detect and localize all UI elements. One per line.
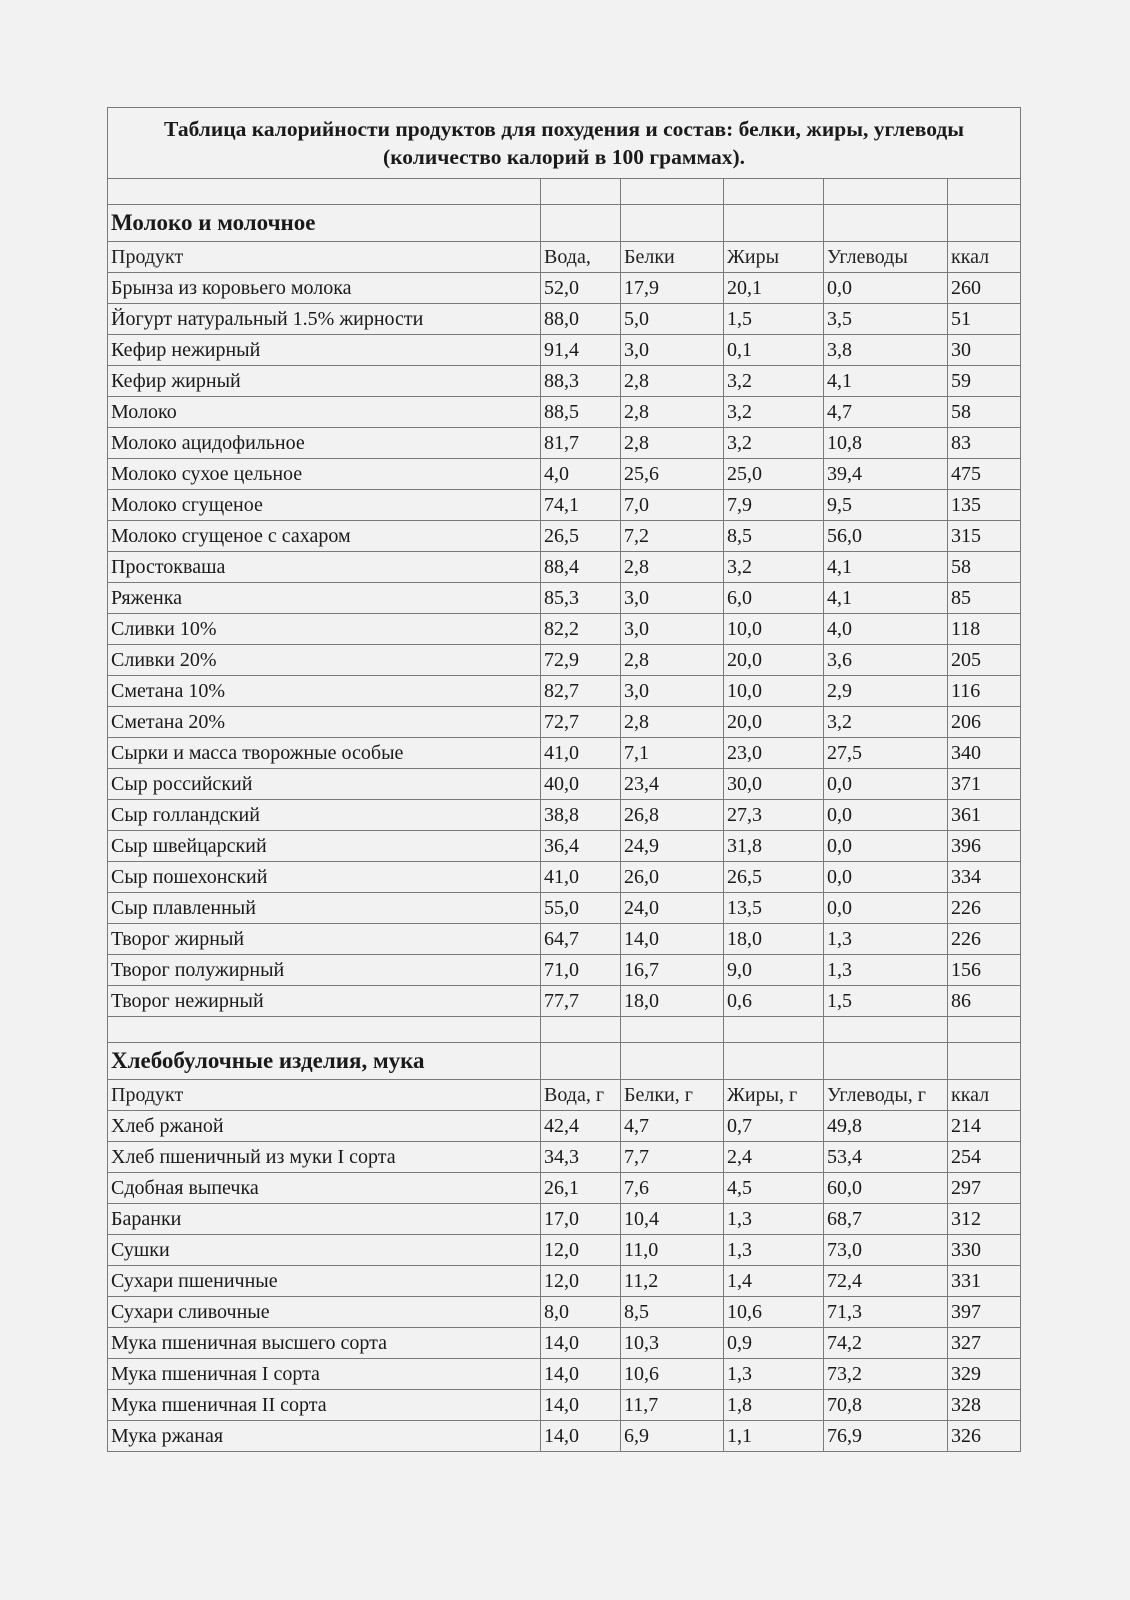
table-title: Таблица калорийности продуктов для похудения и состав: белки, жиры, углеводы (количество калорий в 100 граммах). <box>108 108 1021 179</box>
table-row <box>108 335 1021 366</box>
fat-cell: 7,9 <box>724 490 824 521</box>
fat-cell: 9,0 <box>724 955 824 986</box>
title-row <box>108 108 1021 179</box>
product-cell: Молоко сгущеное с сахаром <box>108 521 541 552</box>
water-cell: 36,4 <box>541 831 621 862</box>
fat-cell: 31,8 <box>724 831 824 862</box>
water-cell: 72,7 <box>541 707 621 738</box>
header-product: Продукт <box>108 1080 541 1111</box>
kcal-cell: 397 <box>948 1297 1021 1328</box>
protein-cell: 24,9 <box>621 831 724 862</box>
carbs-cell: 60,0 <box>824 1173 948 1204</box>
kcal-cell: 475 <box>948 459 1021 490</box>
kcal-cell: 340 <box>948 738 1021 769</box>
empty-cell <box>824 1017 948 1043</box>
protein-cell: 7,0 <box>621 490 724 521</box>
fat-cell: 1,4 <box>724 1266 824 1297</box>
product-cell: Сметана 10% <box>108 676 541 707</box>
protein-cell: 4,7 <box>621 1111 724 1142</box>
protein-cell: 16,7 <box>621 955 724 986</box>
product-cell: Молоко сухое цельное <box>108 459 541 490</box>
kcal-cell: 116 <box>948 676 1021 707</box>
product-cell: Сливки 20% <box>108 645 541 676</box>
protein-cell: 3,0 <box>621 583 724 614</box>
kcal-cell: 334 <box>948 862 1021 893</box>
product-cell: Сухари сливочные <box>108 1297 541 1328</box>
fat-cell: 6,0 <box>724 583 824 614</box>
section-title-row <box>108 1043 1021 1080</box>
fat-cell: 8,5 <box>724 521 824 552</box>
carbs-cell: 3,2 <box>824 707 948 738</box>
kcal-cell: 135 <box>948 490 1021 521</box>
table-row <box>108 1204 1021 1235</box>
table-row <box>108 955 1021 986</box>
kcal-cell: 315 <box>948 521 1021 552</box>
product-cell: Сливки 10% <box>108 614 541 645</box>
fat-cell: 0,1 <box>724 335 824 366</box>
product-cell: Мука ржаная <box>108 1421 541 1452</box>
carbs-cell: 0,0 <box>824 800 948 831</box>
table-row <box>108 800 1021 831</box>
carbs-cell: 27,5 <box>824 738 948 769</box>
table-row <box>108 1235 1021 1266</box>
table-row <box>108 366 1021 397</box>
protein-cell: 26,8 <box>621 800 724 831</box>
empty-cell <box>724 179 824 205</box>
water-cell: 14,0 <box>541 1328 621 1359</box>
section-title: Молоко и молочное <box>108 205 541 242</box>
product-cell: Ряженка <box>108 583 541 614</box>
carbs-cell: 68,7 <box>824 1204 948 1235</box>
empty-cell <box>621 205 724 242</box>
carbs-cell: 72,4 <box>824 1266 948 1297</box>
water-cell: 71,0 <box>541 955 621 986</box>
carbs-cell: 0,0 <box>824 862 948 893</box>
fat-cell: 30,0 <box>724 769 824 800</box>
water-cell: 14,0 <box>541 1359 621 1390</box>
water-cell: 41,0 <box>541 738 621 769</box>
empty-cell <box>108 1017 541 1043</box>
table-row <box>108 552 1021 583</box>
carbs-cell: 3,8 <box>824 335 948 366</box>
kcal-cell: 226 <box>948 893 1021 924</box>
header-protein: Белки <box>621 242 724 273</box>
kcal-cell: 205 <box>948 645 1021 676</box>
carbs-cell: 0,0 <box>824 273 948 304</box>
empty-cell <box>948 179 1021 205</box>
empty-cell <box>948 1017 1021 1043</box>
table-row <box>108 707 1021 738</box>
carbs-cell: 56,0 <box>824 521 948 552</box>
fat-cell: 0,7 <box>724 1111 824 1142</box>
water-cell: 88,4 <box>541 552 621 583</box>
carbs-cell: 0,0 <box>824 831 948 862</box>
carbs-cell: 71,3 <box>824 1297 948 1328</box>
kcal-cell: 226 <box>948 924 1021 955</box>
product-cell: Мука пшеничная I сорта <box>108 1359 541 1390</box>
protein-cell: 11,0 <box>621 1235 724 1266</box>
fat-cell: 1,3 <box>724 1204 824 1235</box>
fat-cell: 13,5 <box>724 893 824 924</box>
water-cell: 14,0 <box>541 1421 621 1452</box>
carbs-cell: 0,0 <box>824 893 948 924</box>
kcal-cell: 156 <box>948 955 1021 986</box>
kcal-cell: 361 <box>948 800 1021 831</box>
header-carbs: Углеводы <box>824 242 948 273</box>
water-cell: 17,0 <box>541 1204 621 1235</box>
table-row <box>108 1297 1021 1328</box>
protein-cell: 14,0 <box>621 924 724 955</box>
product-cell: Молоко ацидофильное <box>108 428 541 459</box>
carbs-cell: 73,2 <box>824 1359 948 1390</box>
empty-cell <box>541 179 621 205</box>
fat-cell: 1,3 <box>724 1235 824 1266</box>
kcal-cell: 85 <box>948 583 1021 614</box>
product-cell: Простокваша <box>108 552 541 583</box>
header-water: Вода, <box>541 242 621 273</box>
fat-cell: 0,9 <box>724 1328 824 1359</box>
carbs-cell: 2,9 <box>824 676 948 707</box>
empty-cell <box>948 1043 1021 1080</box>
carbs-cell: 1,3 <box>824 955 948 986</box>
carbs-cell: 9,5 <box>824 490 948 521</box>
protein-cell: 5,0 <box>621 304 724 335</box>
table-row <box>108 831 1021 862</box>
header-product: Продукт <box>108 242 541 273</box>
water-cell: 74,1 <box>541 490 621 521</box>
product-cell: Творог нежирный <box>108 986 541 1017</box>
table-row <box>108 986 1021 1017</box>
protein-cell: 11,7 <box>621 1390 724 1421</box>
empty-cell <box>724 205 824 242</box>
fat-cell: 1,1 <box>724 1421 824 1452</box>
table-row <box>108 490 1021 521</box>
fat-cell: 3,2 <box>724 366 824 397</box>
kcal-cell: 206 <box>948 707 1021 738</box>
fat-cell: 4,5 <box>724 1173 824 1204</box>
table-row <box>108 614 1021 645</box>
carbs-cell: 1,5 <box>824 986 948 1017</box>
kcal-cell: 254 <box>948 1142 1021 1173</box>
protein-cell: 2,8 <box>621 552 724 583</box>
fat-cell: 1,3 <box>724 1359 824 1390</box>
table-body <box>108 108 1021 1452</box>
empty-cell <box>621 1017 724 1043</box>
carbs-cell: 4,0 <box>824 614 948 645</box>
water-cell: 82,7 <box>541 676 621 707</box>
protein-cell: 2,8 <box>621 397 724 428</box>
header-kcal: ккал <box>948 1080 1021 1111</box>
carbs-cell: 4,1 <box>824 552 948 583</box>
fat-cell: 1,8 <box>724 1390 824 1421</box>
table-row <box>108 397 1021 428</box>
kcal-cell: 396 <box>948 831 1021 862</box>
empty-cell <box>824 1043 948 1080</box>
water-cell: 77,7 <box>541 986 621 1017</box>
table-row <box>108 273 1021 304</box>
table-row <box>108 1142 1021 1173</box>
water-cell: 81,7 <box>541 428 621 459</box>
table-row <box>108 459 1021 490</box>
section-title-row <box>108 205 1021 242</box>
water-cell: 26,5 <box>541 521 621 552</box>
empty-cell <box>541 1043 621 1080</box>
product-cell: Мука пшеничная II сорта <box>108 1390 541 1421</box>
water-cell: 88,0 <box>541 304 621 335</box>
kcal-cell: 58 <box>948 397 1021 428</box>
fat-cell: 3,2 <box>724 428 824 459</box>
protein-cell: 2,8 <box>621 428 724 459</box>
fat-cell: 25,0 <box>724 459 824 490</box>
product-cell: Хлеб ржаной <box>108 1111 541 1142</box>
protein-cell: 7,6 <box>621 1173 724 1204</box>
carbs-cell: 76,9 <box>824 1421 948 1452</box>
table-row <box>108 1173 1021 1204</box>
table-row <box>108 862 1021 893</box>
product-cell: Сырки и масса творожные особые <box>108 738 541 769</box>
product-cell: Молоко сгущеное <box>108 490 541 521</box>
fat-cell: 20,1 <box>724 273 824 304</box>
protein-cell: 2,8 <box>621 645 724 676</box>
protein-cell: 10,3 <box>621 1328 724 1359</box>
fat-cell: 10,6 <box>724 1297 824 1328</box>
protein-cell: 25,6 <box>621 459 724 490</box>
product-cell: Сыр голландский <box>108 800 541 831</box>
header-protein: Белки, г <box>621 1080 724 1111</box>
carbs-cell: 10,8 <box>824 428 948 459</box>
table-row <box>108 521 1021 552</box>
empty-cell <box>824 179 948 205</box>
table-row <box>108 583 1021 614</box>
kcal-cell: 83 <box>948 428 1021 459</box>
kcal-cell: 58 <box>948 552 1021 583</box>
calorie-table <box>107 107 1021 1452</box>
carbs-cell: 3,5 <box>824 304 948 335</box>
table-row <box>108 1421 1021 1452</box>
water-cell: 85,3 <box>541 583 621 614</box>
water-cell: 34,3 <box>541 1142 621 1173</box>
fat-cell: 10,0 <box>724 614 824 645</box>
empty-cell <box>621 179 724 205</box>
product-cell: Хлеб пшеничный из муки I сорта <box>108 1142 541 1173</box>
product-cell: Сдобная выпечка <box>108 1173 541 1204</box>
product-cell: Сыр пошехонский <box>108 862 541 893</box>
kcal-cell: 331 <box>948 1266 1021 1297</box>
carbs-cell: 70,8 <box>824 1390 948 1421</box>
header-fat: Жиры, г <box>724 1080 824 1111</box>
water-cell: 42,4 <box>541 1111 621 1142</box>
kcal-cell: 330 <box>948 1235 1021 1266</box>
table-row <box>108 924 1021 955</box>
product-cell: Баранки <box>108 1204 541 1235</box>
carbs-cell: 39,4 <box>824 459 948 490</box>
empty-cell <box>541 205 621 242</box>
empty-cell <box>724 1017 824 1043</box>
fat-cell: 27,3 <box>724 800 824 831</box>
table-row <box>108 645 1021 676</box>
protein-cell: 10,6 <box>621 1359 724 1390</box>
product-cell: Кефир жирный <box>108 366 541 397</box>
water-cell: 4,0 <box>541 459 621 490</box>
water-cell: 8,0 <box>541 1297 621 1328</box>
water-cell: 72,9 <box>541 645 621 676</box>
kcal-cell: 326 <box>948 1421 1021 1452</box>
product-cell: Йогурт натуральный 1.5% жирности <box>108 304 541 335</box>
product-cell: Творог жирный <box>108 924 541 955</box>
document-sheet <box>107 107 1020 1452</box>
fat-cell: 10,0 <box>724 676 824 707</box>
product-cell: Сушки <box>108 1235 541 1266</box>
header-kcal: ккал <box>948 242 1021 273</box>
kcal-cell: 329 <box>948 1359 1021 1390</box>
fat-cell: 20,0 <box>724 645 824 676</box>
kcal-cell: 59 <box>948 366 1021 397</box>
table-row <box>108 1111 1021 1142</box>
table-row <box>108 676 1021 707</box>
kcal-cell: 214 <box>948 1111 1021 1142</box>
protein-cell: 11,2 <box>621 1266 724 1297</box>
water-cell: 26,1 <box>541 1173 621 1204</box>
protein-cell: 8,5 <box>621 1297 724 1328</box>
kcal-cell: 327 <box>948 1328 1021 1359</box>
fat-cell: 3,2 <box>724 552 824 583</box>
water-cell: 40,0 <box>541 769 621 800</box>
column-header-row <box>108 1080 1021 1111</box>
fat-cell: 1,5 <box>724 304 824 335</box>
empty-cell <box>948 205 1021 242</box>
carbs-cell: 74,2 <box>824 1328 948 1359</box>
product-cell: Молоко <box>108 397 541 428</box>
carbs-cell: 4,1 <box>824 366 948 397</box>
carbs-cell: 3,6 <box>824 645 948 676</box>
empty-cell <box>824 205 948 242</box>
protein-cell: 24,0 <box>621 893 724 924</box>
protein-cell: 7,1 <box>621 738 724 769</box>
kcal-cell: 260 <box>948 273 1021 304</box>
product-cell: Сметана 20% <box>108 707 541 738</box>
water-cell: 82,2 <box>541 614 621 645</box>
protein-cell: 2,8 <box>621 366 724 397</box>
product-cell: Творог полужирный <box>108 955 541 986</box>
protein-cell: 10,4 <box>621 1204 724 1235</box>
table-row <box>108 893 1021 924</box>
water-cell: 14,0 <box>541 1390 621 1421</box>
product-cell: Сыр плавленный <box>108 893 541 924</box>
product-cell: Сухари пшеничные <box>108 1266 541 1297</box>
fat-cell: 18,0 <box>724 924 824 955</box>
carbs-cell: 49,8 <box>824 1111 948 1142</box>
water-cell: 52,0 <box>541 273 621 304</box>
spacer-row <box>108 179 1021 205</box>
kcal-cell: 328 <box>948 1390 1021 1421</box>
carbs-cell: 4,7 <box>824 397 948 428</box>
kcal-cell: 312 <box>948 1204 1021 1235</box>
water-cell: 41,0 <box>541 862 621 893</box>
kcal-cell: 297 <box>948 1173 1021 1204</box>
table-row <box>108 1390 1021 1421</box>
table-row <box>108 428 1021 459</box>
spacer-row <box>108 1017 1021 1043</box>
empty-cell <box>541 1017 621 1043</box>
kcal-cell: 371 <box>948 769 1021 800</box>
table-row <box>108 1328 1021 1359</box>
water-cell: 55,0 <box>541 893 621 924</box>
fat-cell: 0,6 <box>724 986 824 1017</box>
header-carbs: Углеводы, г <box>824 1080 948 1111</box>
protein-cell: 7,2 <box>621 521 724 552</box>
table-row <box>108 769 1021 800</box>
table-row <box>108 738 1021 769</box>
fat-cell: 26,5 <box>724 862 824 893</box>
kcal-cell: 51 <box>948 304 1021 335</box>
table-row <box>108 304 1021 335</box>
header-water: Вода, г <box>541 1080 621 1111</box>
carbs-cell: 4,1 <box>824 583 948 614</box>
water-cell: 64,7 <box>541 924 621 955</box>
water-cell: 12,0 <box>541 1235 621 1266</box>
product-cell: Мука пшеничная высшего сорта <box>108 1328 541 1359</box>
empty-cell <box>108 179 541 205</box>
empty-cell <box>724 1043 824 1080</box>
product-cell: Сыр швейцарский <box>108 831 541 862</box>
table-row <box>108 1266 1021 1297</box>
table-row <box>108 1359 1021 1390</box>
fat-cell: 23,0 <box>724 738 824 769</box>
protein-cell: 6,9 <box>621 1421 724 1452</box>
header-fat: Жиры <box>724 242 824 273</box>
water-cell: 38,8 <box>541 800 621 831</box>
carbs-cell: 73,0 <box>824 1235 948 1266</box>
protein-cell: 18,0 <box>621 986 724 1017</box>
column-header-row <box>108 242 1021 273</box>
water-cell: 12,0 <box>541 1266 621 1297</box>
water-cell: 88,3 <box>541 366 621 397</box>
protein-cell: 3,0 <box>621 335 724 366</box>
protein-cell: 3,0 <box>621 614 724 645</box>
product-cell: Кефир нежирный <box>108 335 541 366</box>
fat-cell: 3,2 <box>724 397 824 428</box>
water-cell: 91,4 <box>541 335 621 366</box>
kcal-cell: 30 <box>948 335 1021 366</box>
kcal-cell: 118 <box>948 614 1021 645</box>
protein-cell: 26,0 <box>621 862 724 893</box>
carbs-cell: 0,0 <box>824 769 948 800</box>
carbs-cell: 53,4 <box>824 1142 948 1173</box>
fat-cell: 20,0 <box>724 707 824 738</box>
empty-cell <box>621 1043 724 1080</box>
product-cell: Сыр российский <box>108 769 541 800</box>
protein-cell: 2,8 <box>621 707 724 738</box>
kcal-cell: 86 <box>948 986 1021 1017</box>
carbs-cell: 1,3 <box>824 924 948 955</box>
protein-cell: 17,9 <box>621 273 724 304</box>
protein-cell: 23,4 <box>621 769 724 800</box>
water-cell: 88,5 <box>541 397 621 428</box>
section-title: Хлебобулочные изделия, мука <box>108 1043 541 1080</box>
fat-cell: 2,4 <box>724 1142 824 1173</box>
protein-cell: 7,7 <box>621 1142 724 1173</box>
protein-cell: 3,0 <box>621 676 724 707</box>
product-cell: Брынза из коровьего молока <box>108 273 541 304</box>
